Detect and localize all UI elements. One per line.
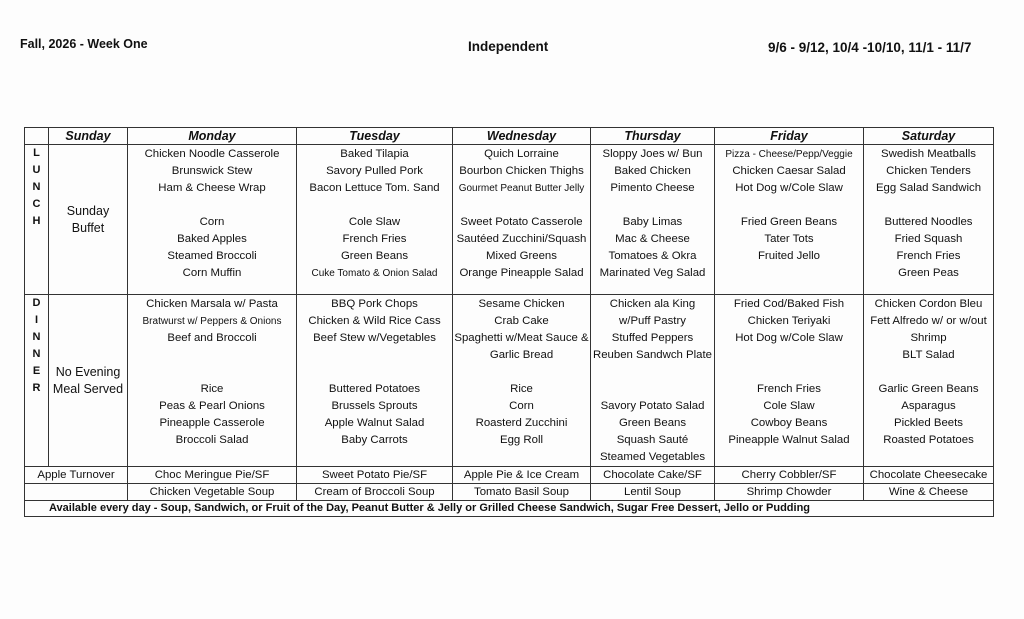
dinner-saturday (864, 295, 994, 467)
menu-item: Chicken Cordon Bleu (874, 298, 983, 310)
menu-item: BBQ Pork Chops (331, 298, 418, 310)
menu-item: French Fries (342, 233, 407, 245)
menu-item: Steamed Broccoli (167, 250, 257, 262)
dinner-tuesday (297, 295, 453, 467)
menu-item: Chicken Marsala w/ Pasta (146, 298, 278, 310)
menu-item: Chicken Tenders (886, 165, 971, 177)
available-row (25, 501, 994, 517)
menu-item: Cole Slaw (763, 400, 815, 412)
menu-item: Swedish Meatballs (881, 148, 976, 160)
menu-item (128, 197, 296, 214)
menu-item: Beef Stew w/Vegetables (313, 332, 436, 344)
day-header-row (25, 128, 994, 145)
menu-item: Bacon Lettuce Tom. Sand (309, 182, 440, 194)
label-letter: H (32, 215, 41, 227)
lunch-friday (715, 145, 864, 295)
menu-item: Green Peas (898, 267, 959, 279)
menu-item: Marinated Veg Salad (599, 267, 706, 279)
lunch-label (25, 145, 49, 295)
menu-item: Beef and Broccoli (167, 332, 257, 344)
menu-item: Tater Tots (764, 233, 814, 245)
menu-item: Sautéed Zucchini/Squash (456, 233, 587, 245)
sunday-dinner: No Evening Meal Served (49, 295, 128, 467)
menu-item: Stuffed Peppers (611, 332, 694, 344)
label-letter: L (33, 147, 40, 159)
label-letter: R (32, 382, 41, 394)
label-letter: C (32, 198, 41, 210)
menu-item: Corn Muffin (182, 267, 242, 279)
label-letter: U (32, 164, 41, 176)
menu-item: Chicken Caesar Salad (732, 165, 846, 177)
soup-empty (25, 484, 128, 501)
menu-item: Baked Apples (177, 233, 247, 245)
menu-item: Garlic Bread (489, 349, 554, 361)
menu-item: BLT Salad (902, 349, 955, 361)
menu-item: Orange Pineapple Salad (459, 267, 584, 279)
menu-item: Green Beans (340, 250, 409, 262)
menu-item: Rice (510, 383, 533, 395)
menu-item (864, 197, 993, 214)
menu-item: French Fries (757, 383, 821, 395)
label-letter: E (32, 365, 41, 377)
menu-item (715, 265, 863, 282)
dinner-row (25, 295, 994, 467)
menu-item: Shrimp (910, 332, 947, 344)
sunday-lunch: Sunday Buffet (49, 145, 128, 295)
menu-level-title: Independent (468, 39, 549, 54)
menu-item: Reuben Sandwch Plate (592, 349, 713, 361)
day-header: Sunday (49, 128, 128, 145)
menu-item: Steamed Vegetables (599, 451, 706, 463)
dessert-monday: Choc Meringue Pie/SF (128, 467, 297, 484)
menu-item: Chicken Noodle Casserole (144, 148, 280, 160)
menu-item: Hot Dog w/Cole Slaw (735, 332, 843, 344)
menu-item: Bourbon Chicken Thighs (459, 165, 584, 177)
menu-item: Asparagus (901, 400, 956, 412)
menu-item: Pimento Cheese (610, 182, 695, 194)
day-header: Friday (715, 128, 864, 145)
dinner-label (25, 295, 49, 467)
menu-item: Tomatoes & Okra (608, 250, 697, 262)
lunch-tuesday (297, 145, 453, 295)
menu-date-ranges: 9/6 - 9/12, 10/4 -10/10, 11/1 - 11/7 (768, 40, 972, 55)
menu-item: Crab Cake (494, 315, 549, 327)
day-header: Tuesday (297, 128, 453, 145)
corner-cell (25, 128, 49, 145)
menu-item: Green Beans (618, 417, 687, 429)
menu-item (591, 364, 714, 381)
menu-item: Pizza - Cheese/Pepp/Veggie (725, 149, 853, 160)
lunch-thursday (591, 145, 715, 295)
menu-item: Baby Carrots (341, 434, 408, 446)
menu-item (297, 347, 452, 364)
day-header: Thursday (591, 128, 715, 145)
dinner-thursday (591, 295, 715, 467)
label-letter: N (32, 181, 41, 193)
menu-item: Roasted Potatoes (883, 434, 974, 446)
lunch-row (25, 145, 994, 295)
menu-item: Mac & Cheese (615, 233, 690, 245)
dessert-saturday: Chocolate Cheesecake (864, 467, 994, 484)
menu-item (591, 197, 714, 214)
menu-item: Pineapple Walnut Salad (728, 434, 850, 446)
menu-item (453, 364, 590, 381)
menu-item: Chicken Teriyaki (747, 315, 831, 327)
label-letter: D (32, 297, 41, 309)
menu-item: Brunswick Stew (171, 165, 253, 177)
soup-friday: Shrimp Chowder (715, 484, 864, 501)
menu-item: Corn (509, 400, 534, 412)
menu-item: Roasterd Zucchini (475, 417, 568, 429)
menu-item: Quich Lorraine (484, 148, 559, 160)
menu-item: Sloppy Joes w/ Bun (602, 148, 703, 160)
menu-item: Fried Green Beans (740, 216, 838, 228)
menu-item (715, 364, 863, 381)
label-letter: N (32, 331, 41, 343)
menu-item: Fett Alfredo w/ or w/out (870, 315, 987, 327)
menu-item: Pickled Beets (893, 417, 963, 429)
menu-item: Corn (199, 216, 225, 228)
soup-tuesday: Cream of Broccoli Soup (297, 484, 453, 501)
menu-item (128, 347, 296, 364)
menu-item: Bratwurst w/ Peppers & Onions (142, 316, 282, 327)
menu-item: Peas & Pearl Onions (159, 400, 265, 412)
menu-item: Buttered Potatoes (328, 383, 421, 395)
available-every-day-note: Available every day - Soup, Sandwich, or Fruit of the Day, Peanut Butter & Jelly or Grilled Cheese Sandwich, Sugar Free Dessert, Jello or Pudding (25, 501, 994, 517)
menu-item: Fruited Jello (757, 250, 821, 262)
dessert-sunday: Apple Turnover (25, 467, 128, 484)
lunch-monday (128, 145, 297, 295)
lunch-saturday (864, 145, 994, 295)
soup-row (25, 484, 994, 501)
dinner-monday (128, 295, 297, 467)
menu-item: Cowboy Beans (750, 417, 828, 429)
day-header: Monday (128, 128, 297, 145)
lunch-wednesday (453, 145, 591, 295)
menu-item: Mixed Greens (486, 250, 557, 262)
dessert-wednesday: Apple Pie & Ice Cream (453, 467, 591, 484)
menu-item: Baked Chicken (614, 165, 691, 177)
menu-item: Savory Pulled Pork (326, 165, 423, 177)
menu-item (453, 197, 590, 214)
menu-item: Hot Dog w/Cole Slaw (735, 182, 843, 194)
day-header: Wednesday (453, 128, 591, 145)
dinner-friday (715, 295, 864, 467)
menu-item: Squash Sauté (616, 434, 689, 446)
menu-item: Rice (200, 383, 224, 395)
menu-item (297, 364, 452, 381)
soup-thursday: Lentil Soup (591, 484, 715, 501)
dessert-tuesday: Sweet Potato Pie/SF (297, 467, 453, 484)
weekly-menu-table (24, 127, 994, 517)
dessert-friday: Cherry Cobbler/SF (715, 467, 864, 484)
menu-item: Cuke Tomato & Onion Salad (311, 268, 438, 279)
menu-item (128, 364, 296, 381)
menu-item: Egg Salad Sandwich (875, 182, 982, 194)
menu-item (297, 197, 452, 214)
menu-item: Sesame Chicken (478, 298, 565, 310)
menu-item: Brussels Sprouts (331, 400, 418, 412)
menu-item: Gourmet Peanut Butter Jelly (458, 183, 585, 194)
day-header: Saturday (864, 128, 994, 145)
label-letter: N (32, 348, 41, 360)
dinner-wednesday (453, 295, 591, 467)
menu-item (591, 381, 714, 398)
menu-item: Cole Slaw (348, 216, 401, 228)
menu-item: Buttered Noodles (884, 216, 973, 228)
menu-item (715, 347, 863, 364)
label-letter: I (34, 314, 39, 326)
menu-item: French Fries (896, 250, 961, 262)
menu-item (715, 197, 863, 214)
menu-item (864, 364, 993, 381)
menu-item: w/Puff Pastry (619, 315, 686, 327)
menu-item: Sweet Potato Casserole (460, 216, 583, 228)
menu-item: Ham & Cheese Wrap (158, 182, 266, 194)
menu-item: Pineapple Casserole (159, 417, 265, 429)
menu-item: Garlic Green Beans (878, 383, 979, 395)
menu-item: Chicken & Wild Rice Cass (308, 315, 441, 327)
menu-item: Spaghetti w/Meat Sauce & (454, 332, 589, 344)
soup-saturday: Wine & Cheese (864, 484, 994, 501)
menu-item: Baby Limas (622, 216, 683, 228)
menu-item: Egg Roll (499, 434, 544, 446)
dessert-row (25, 467, 994, 484)
dessert-thursday: Chocolate Cake/SF (591, 467, 715, 484)
soup-monday: Chicken Vegetable Soup (128, 484, 297, 501)
menu-item: Broccoli Salad (175, 434, 249, 446)
menu-season-title: Fall, 2026 - Week One (20, 37, 148, 51)
menu-item: Savory Potato Salad (600, 400, 705, 412)
menu-item: Chicken ala King (609, 298, 696, 310)
menu-item: Baked Tilapia (340, 148, 409, 160)
menu-item: Fried Squash (894, 233, 963, 245)
menu-item: Apple Walnut Salad (324, 417, 425, 429)
soup-wednesday: Tomato Basil Soup (453, 484, 591, 501)
menu-item: Fried Cod/Baked Fish (733, 298, 845, 310)
